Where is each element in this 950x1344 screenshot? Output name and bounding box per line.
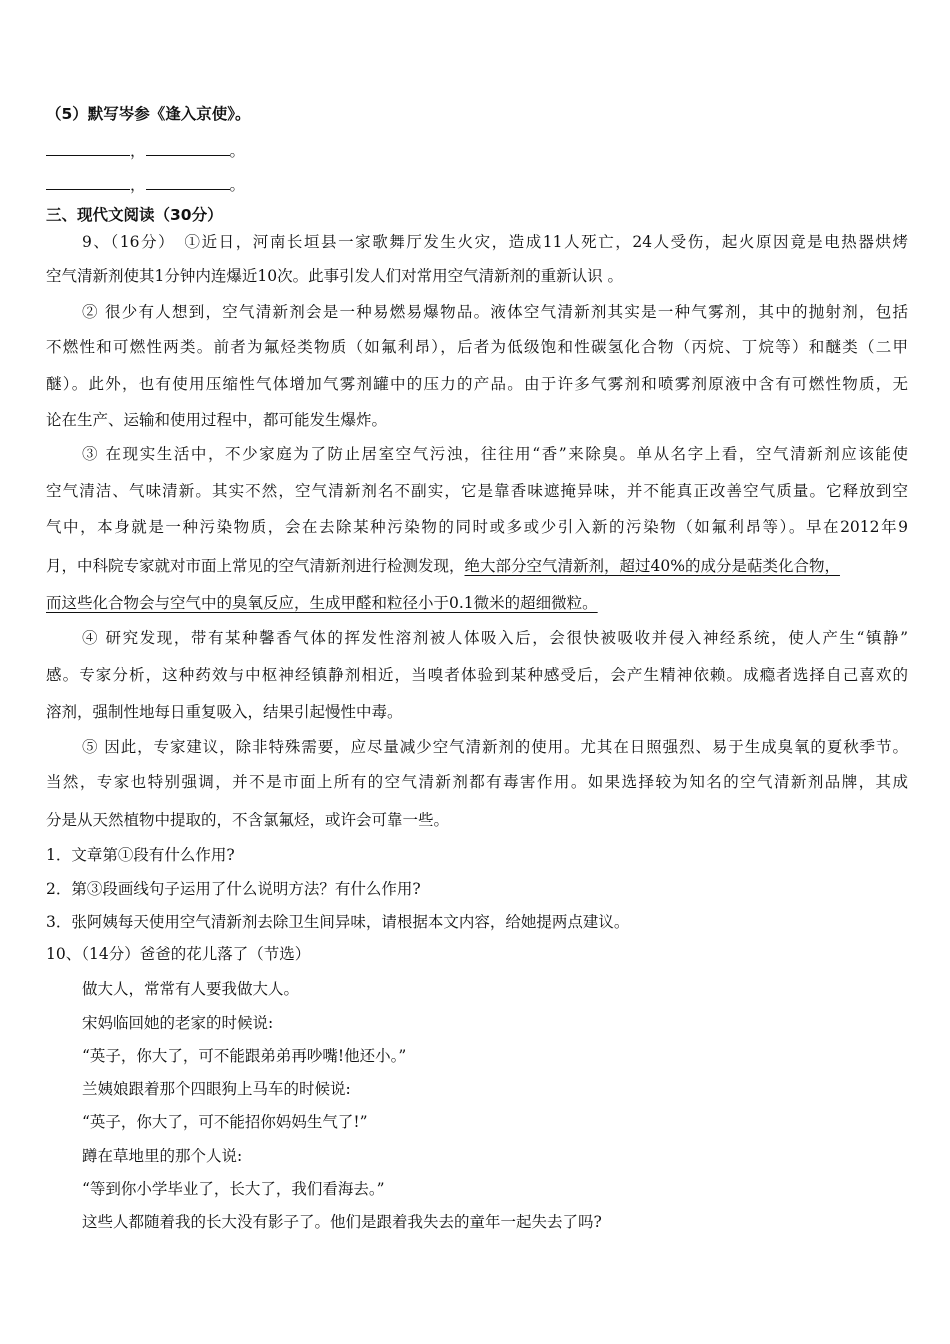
underlined-sentence: 而这些化合物会与空气中的臭氧反应，生成甲醛和粒径小于0.1微米的超细微粒。 bbox=[46, 594, 598, 612]
answer-blank[interactable] bbox=[146, 175, 230, 190]
q9-p4-line: ④ 研究发现，带有某种馨香气体的挥发性溶剂被人体吸入后，会很快被吸收并侵入神经系统，使人产生“镇静” bbox=[82, 629, 908, 647]
q9-question: 2．第③段画线句子运用了什么说明方法？有什么作用? bbox=[46, 880, 421, 898]
q10-excerpt-line: “英子，你大了，可不能招你妈妈生气了!” bbox=[82, 1113, 368, 1131]
q9-p3-line bbox=[46, 556, 908, 576]
q10-excerpt-line: “英子，你大了，可不能跟弟弟再吵嘴!他还小。” bbox=[82, 1047, 407, 1065]
section3-heading: 三、现代文阅读（30分） bbox=[46, 206, 223, 224]
q9-p1-line: 空气清新剂使其1分钟内连爆近10次。此事引发人们对常用空气清新剂的重新认识 。 bbox=[46, 267, 624, 285]
q9-p1-line: 9、（16分） ①近日，河南长垣县一家歌舞厅发生火灾，造成11人死亡，24人受伤，起火原因竟是电热器烘烤 bbox=[82, 233, 908, 251]
q9-p2-line: 不燃性和可燃性两类。前者为氟烃类物质（如氟利昂），后者为低级饱和性碳氢化合物（丙烷、丁烷等）和醚类（二甲 bbox=[46, 338, 908, 356]
q9-p3-plain-text: 月，中科院专家就对市面上常见的空气清新剂进行检测发现， bbox=[46, 557, 465, 575]
q9-p5-line: 当然，专家也特别强调，并不是市面上所有的空气清新剂都有毒害作用。如果选择较为知名的空气清新剂品牌，其成 bbox=[46, 773, 908, 791]
q10-title: 10、（14分）爸爸的花儿落了（节选） bbox=[46, 945, 311, 963]
q10-excerpt-line: 宋妈临回她的老家的时候说: bbox=[82, 1014, 274, 1032]
q9-p4-line: 溶剂，强制性地每日重复吸入，结果引起慢性中毒。 bbox=[46, 703, 403, 721]
q9-p4-line: 感。专家分析，这种药效与中枢神经镇静剂相近，当嗅者体验到某种感受后，会产生精神依赖。成瘾者选择自己喜欢的 bbox=[46, 666, 908, 684]
blank-line-2 bbox=[46, 175, 908, 195]
q9-question: 1．文章第①段有什么作用? bbox=[46, 846, 235, 864]
answer-blank[interactable] bbox=[46, 141, 130, 156]
q9-question: 3．张阿姨每天使用空气清新剂去除卫生间异味，请根据本文内容，给她提两点建议。 bbox=[46, 913, 630, 931]
q9-p5-line: 分是从天然植物中提取的，不含氯氟烃，或许会可靠一些。 bbox=[46, 811, 450, 829]
blank-end: 。 bbox=[229, 142, 246, 160]
q9-p2-line: 醚）。此外，也有使用压缩性气体增加气雾剂罐中的压力的产品。由于许多气雾剂和喷雾剂原液中含有可燃性物质，无 bbox=[46, 375, 908, 393]
q9-p5-line: ⑤ 因此，专家建议，除非特殊需要，应尽量减少空气清新剂的使用。尤其在日照强烈、易于生成臭氧的夏秋季节。 bbox=[82, 738, 908, 756]
q10-excerpt-line: 这些人都随着我的长大没有影子了。他们是跟着我失去的童年一起失去了吗? bbox=[82, 1213, 602, 1231]
q10-excerpt-line: “等到你小学毕业了，长大了，我们看海去。” bbox=[82, 1180, 385, 1198]
answer-blank[interactable] bbox=[146, 141, 230, 156]
blank-separator: ， bbox=[130, 176, 146, 194]
blank-line-1 bbox=[46, 141, 908, 161]
q9-p3-line: 空气清洁、气味清新。其实不然，空气清新剂名不副实，它是靠香味遮掩异味，并不能真正改善空气质量。它释放到空 bbox=[46, 482, 908, 500]
q9-p3-line bbox=[46, 593, 908, 613]
answer-blank[interactable] bbox=[46, 175, 130, 190]
q9-p3-line: 气中，本身就是一种污染物质，会在去除某种污染物的同时或多或少引入新的污染物（如氟利昂等）。早在2012年9 bbox=[46, 518, 908, 536]
blank-end: 。 bbox=[229, 176, 246, 194]
q9-p2-line: 论在生产、运输和使用过程中，都可能发生爆炸。 bbox=[46, 411, 388, 429]
q9-p2-line: ② 很少有人想到，空气清新剂会是一种易燃易爆物品。液体空气清新剂其实是一种气雾剂，其中的抛射剂，包括 bbox=[82, 303, 908, 321]
underlined-sentence: 绝大部分空气清新剂，超过40%的成分是萜类化合物， bbox=[464, 557, 840, 575]
q10-excerpt-line: 蹲在草地里的那个人说: bbox=[82, 1147, 243, 1165]
q10-excerpt-line: 做大人，常常有人要我做大人。 bbox=[82, 980, 300, 998]
blank-separator: ， bbox=[130, 142, 146, 160]
q10-excerpt-line: 兰姨娘跟着那个四眼狗上马车的时候说: bbox=[82, 1080, 351, 1098]
q9-p3-line: ③ 在现实生活中，不少家庭为了防止居室空气污浊，往往用“香”来除臭。单从名字上看，空气清新剂应该能使 bbox=[82, 445, 908, 463]
q5-title: （5）默写岑参《逢入京使》。 bbox=[46, 105, 251, 123]
